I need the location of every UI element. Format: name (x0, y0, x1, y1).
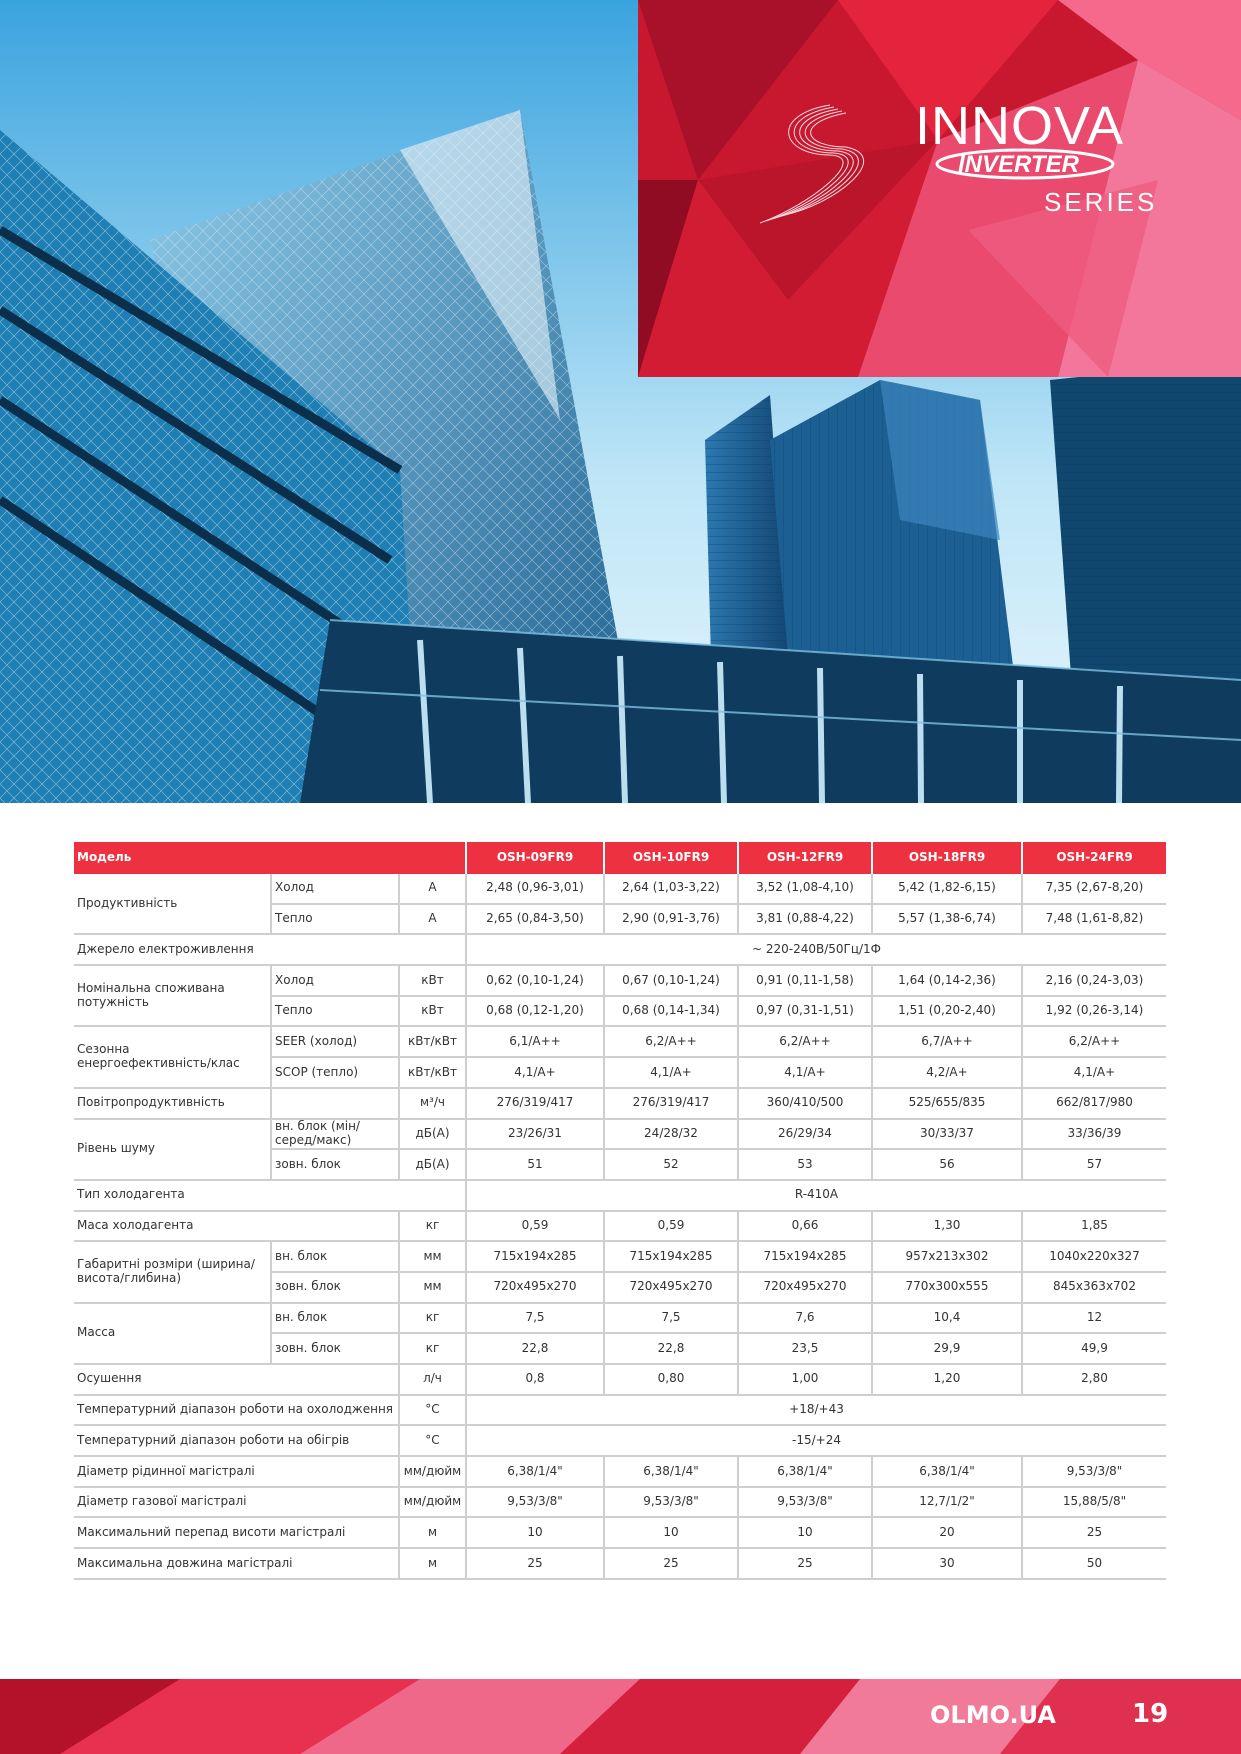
unit-cell: кВт/кВт (399, 1026, 466, 1057)
row-label: Діаметр рідинної магістралі (74, 1456, 399, 1487)
value-cell: 715x194x285 (466, 1241, 604, 1272)
table-row (74, 1088, 1166, 1119)
unit-cell: кВт (399, 965, 466, 996)
site-url: OLMO.UA (930, 1701, 1056, 1729)
value-cell: 6,38/1/4" (466, 1456, 604, 1487)
row-label: Діаметр газової магістралі (74, 1487, 399, 1518)
table-row (74, 1517, 1166, 1548)
value-cell: 25 (604, 1548, 738, 1579)
value-cell: 715x194x285 (604, 1241, 738, 1272)
value-cell: 2,90 (0,91-3,76) (604, 904, 738, 935)
merged-value: -15/+24 (466, 1425, 1166, 1456)
sub-label: вн. блок (мін/серед/макс) (271, 1119, 399, 1150)
value-cell: 0,66 (738, 1211, 872, 1242)
unit-cell: °С (399, 1425, 466, 1456)
unit-cell: дБ(А) (399, 1119, 466, 1150)
row-label: Масса (74, 1303, 271, 1364)
sub-label: вн. блок (271, 1241, 399, 1272)
value-cell: 25 (738, 1548, 872, 1579)
sub-label: зовн. блок (271, 1272, 399, 1303)
row-label: Осушення (74, 1364, 399, 1395)
unit-cell: мм/дюйм (399, 1456, 466, 1487)
value-cell: 50 (1022, 1548, 1166, 1579)
value-cell: 4,1/A+ (604, 1057, 738, 1088)
value-cell: 770x300x555 (872, 1272, 1022, 1303)
footer-band (0, 1679, 1241, 1754)
unit-cell: л/ч (399, 1364, 466, 1395)
sub-label: Холод (271, 874, 399, 904)
brand-logo (750, 95, 1170, 235)
row-label: Максимальний перепад висоти магістралі (74, 1517, 399, 1548)
value-cell: 0,67 (0,10-1,24) (604, 965, 738, 996)
row-label: Джерело електроживлення (74, 934, 466, 965)
value-cell: 1,85 (1022, 1211, 1166, 1242)
value-cell: 6,1/A++ (466, 1026, 604, 1057)
table-row (74, 1241, 1166, 1272)
model-label: Модель (74, 842, 466, 874)
value-cell: 56 (872, 1149, 1022, 1180)
value-cell: 10 (738, 1517, 872, 1548)
table-row (74, 1211, 1166, 1242)
value-cell: 1,20 (872, 1364, 1022, 1395)
value-cell: 2,80 (1022, 1364, 1166, 1395)
page-number: 19 (1132, 1699, 1169, 1729)
value-cell: 3,81 (0,88-4,22) (738, 904, 872, 935)
value-cell: 7,5 (466, 1303, 604, 1334)
value-cell: 0,91 (0,11-1,58) (738, 965, 872, 996)
table-row (74, 1364, 1166, 1395)
value-cell: 1,30 (872, 1211, 1022, 1242)
spec-table (74, 842, 1166, 1580)
value-cell: 276/319/417 (466, 1088, 604, 1119)
value-cell: 9,53/3/8" (1022, 1456, 1166, 1487)
unit-cell: кг (399, 1303, 466, 1334)
value-cell: 2,65 (0,84-3,50) (466, 904, 604, 935)
model-header: OSH-10FR9 (604, 842, 738, 874)
table-row (74, 1548, 1166, 1579)
value-cell: 2,16 (0,24-3,03) (1022, 965, 1166, 996)
value-cell: 30/33/37 (872, 1119, 1022, 1150)
value-cell: 0,59 (604, 1211, 738, 1242)
value-cell: 6,2/A++ (604, 1026, 738, 1057)
value-cell: 25 (1022, 1517, 1166, 1548)
value-cell: 1040x220x327 (1022, 1241, 1166, 1272)
row-label: Номінальна споживана потужність (74, 965, 271, 1026)
value-cell: 525/655/835 (872, 1088, 1022, 1119)
value-cell: 662/817/980 (1022, 1088, 1166, 1119)
value-cell: 5,57 (1,38-6,74) (872, 904, 1022, 935)
table-row (74, 1487, 1166, 1518)
unit-cell: м (399, 1548, 466, 1579)
sub-label: вн. блок (271, 1303, 399, 1334)
table-row (74, 934, 1166, 965)
value-cell: 51 (466, 1149, 604, 1180)
value-cell: 2,64 (1,03-3,22) (604, 874, 738, 904)
unit-cell: кВт/кВт (399, 1057, 466, 1088)
unit-cell: мм (399, 1272, 466, 1303)
unit-cell: кг (399, 1333, 466, 1364)
model-header: OSH-09FR9 (466, 842, 604, 874)
unit-cell: кг (399, 1211, 466, 1242)
unit-cell: мм/дюйм (399, 1487, 466, 1518)
sub-label: Тепло (271, 996, 399, 1027)
value-cell: 1,64 (0,14-2,36) (872, 965, 1022, 996)
table-row (74, 1180, 1166, 1211)
value-cell: 57 (1022, 1149, 1166, 1180)
value-cell: 33/36/39 (1022, 1119, 1166, 1150)
value-cell: 720x495x270 (466, 1272, 604, 1303)
spec-body (74, 874, 1166, 1579)
value-cell: 12 (1022, 1303, 1166, 1334)
row-label: Маса холодагента (74, 1211, 399, 1242)
table-row (74, 1395, 1166, 1426)
sub-label: зовн. блок (271, 1149, 399, 1180)
table-row (74, 965, 1166, 996)
unit-cell: мм (399, 1241, 466, 1272)
value-cell: 49,9 (1022, 1333, 1166, 1364)
row-label: Температурний діапазон роботи на обігрів (74, 1425, 399, 1456)
value-cell: 0,62 (0,10-1,24) (466, 965, 604, 996)
value-cell: 4,1/A+ (738, 1057, 872, 1088)
table-row (74, 1303, 1166, 1334)
value-cell: 360/410/500 (738, 1088, 872, 1119)
merged-value: ~ 220-240В/50Гц/1Ф (466, 934, 1166, 965)
value-cell: 0,80 (604, 1364, 738, 1395)
sub-label: зовн. блок (271, 1333, 399, 1364)
table-row (74, 1456, 1166, 1487)
brand-line: INVERTER (958, 151, 1079, 178)
table-row (74, 874, 1166, 904)
value-cell: 0,68 (0,14-1,34) (604, 996, 738, 1027)
row-label: Сезонна енергоефективність/клас (74, 1026, 271, 1087)
unit-cell: кВт (399, 996, 466, 1027)
value-cell: 53 (738, 1149, 872, 1180)
value-cell: 4,1/A+ (1022, 1057, 1166, 1088)
value-cell: 6,38/1/4" (604, 1456, 738, 1487)
sub-label: SCOP (тепло) (271, 1057, 399, 1088)
value-cell: 6,7/A++ (872, 1026, 1022, 1057)
value-cell: 715x194x285 (738, 1241, 872, 1272)
model-header: OSH-18FR9 (872, 842, 1022, 874)
value-cell: 12,7/1/2" (872, 1487, 1022, 1518)
value-cell: 3,52 (1,08-4,10) (738, 874, 872, 904)
sub-label: Холод (271, 965, 399, 996)
value-cell: 7,6 (738, 1303, 872, 1334)
value-cell: 22,8 (466, 1333, 604, 1364)
row-label: Максимальна довжина магістралі (74, 1548, 399, 1579)
row-label: Рівень шуму (74, 1119, 271, 1180)
value-cell: 6,2/A++ (1022, 1026, 1166, 1057)
model-header: OSH-24FR9 (1022, 842, 1166, 874)
value-cell: 23,5 (738, 1333, 872, 1364)
value-cell: 30 (872, 1548, 1022, 1579)
row-label: Габаритні розміри (ширина/висота/глибина) (74, 1241, 271, 1302)
value-cell: 10,4 (872, 1303, 1022, 1334)
value-cell: 1,92 (0,26-3,14) (1022, 996, 1166, 1027)
value-cell: 9,53/3/8" (738, 1487, 872, 1518)
sub-label: Тепло (271, 904, 399, 935)
table-row (74, 1119, 1166, 1150)
value-cell: 5,42 (1,82-6,15) (872, 874, 1022, 904)
value-cell: 2,48 (0,96-3,01) (466, 874, 604, 904)
row-label: Повітропродуктивність (74, 1088, 271, 1119)
value-cell: 6,38/1/4" (738, 1456, 872, 1487)
value-cell: 1,51 (0,20-2,40) (872, 996, 1022, 1027)
brand-name: INNOVA (915, 96, 1125, 156)
value-cell: 0,97 (0,31-1,51) (738, 996, 872, 1027)
value-cell: 0,68 (0,12-1,20) (466, 996, 604, 1027)
value-cell: 10 (604, 1517, 738, 1548)
value-cell: 957x213x302 (872, 1241, 1022, 1272)
value-cell: 0,59 (466, 1211, 604, 1242)
value-cell: 720x495x270 (738, 1272, 872, 1303)
unit-cell: А (399, 874, 466, 904)
value-cell: 52 (604, 1149, 738, 1180)
value-cell: 6,2/A++ (738, 1026, 872, 1057)
unit-cell: дБ(А) (399, 1149, 466, 1180)
value-cell: 6,38/1/4" (872, 1456, 1022, 1487)
row-label: Тип холодагента (74, 1180, 466, 1211)
value-cell: 15,88/5/8" (1022, 1487, 1166, 1518)
value-cell: 23/26/31 (466, 1119, 604, 1150)
merged-value: R-410A (466, 1180, 1166, 1211)
value-cell: 7,35 (2,67-8,20) (1022, 874, 1166, 904)
value-cell: 10 (466, 1517, 604, 1548)
unit-cell: А (399, 904, 466, 935)
table-header-row (74, 842, 1166, 874)
row-label: Температурний діапазон роботи на охолодження (74, 1395, 399, 1426)
brand-series: SERIES (1044, 187, 1158, 217)
value-cell: 29,9 (872, 1333, 1022, 1364)
value-cell: 25 (466, 1548, 604, 1579)
value-cell: 4,2/A+ (872, 1057, 1022, 1088)
row-label: Продуктивність (74, 874, 271, 934)
value-cell: 26/29/34 (738, 1119, 872, 1150)
table-row (74, 1026, 1166, 1057)
value-cell: 9,53/3/8" (466, 1487, 604, 1518)
value-cell: 720x495x270 (604, 1272, 738, 1303)
unit-cell: м³/ч (399, 1088, 466, 1119)
sub-label: SEER (холод) (271, 1026, 399, 1057)
merged-value: +18/+43 (466, 1395, 1166, 1426)
value-cell: 7,5 (604, 1303, 738, 1334)
value-cell: 1,00 (738, 1364, 872, 1395)
value-cell: 22,8 (604, 1333, 738, 1364)
value-cell: 9,53/3/8" (604, 1487, 738, 1518)
unit-cell: м (399, 1517, 466, 1548)
table-row (74, 1425, 1166, 1456)
sub-label (271, 1088, 399, 1119)
value-cell: 4,1/A+ (466, 1057, 604, 1088)
unit-cell: °С (399, 1395, 466, 1426)
value-cell: 0,8 (466, 1364, 604, 1395)
value-cell: 276/319/417 (604, 1088, 738, 1119)
value-cell: 24/28/32 (604, 1119, 738, 1150)
value-cell: 845x363x702 (1022, 1272, 1166, 1303)
value-cell: 20 (872, 1517, 1022, 1548)
model-header: OSH-12FR9 (738, 842, 872, 874)
value-cell: 7,48 (1,61-8,82) (1022, 904, 1166, 935)
